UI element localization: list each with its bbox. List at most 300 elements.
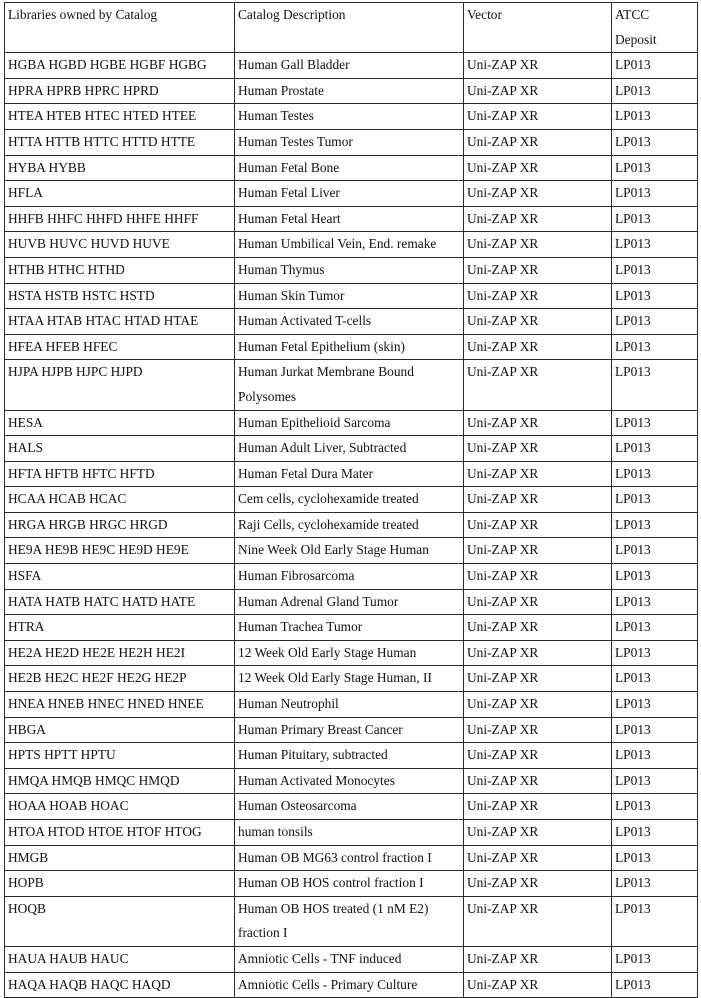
header-vector: Vector <box>464 3 612 53</box>
table-row <box>5 181 698 207</box>
libraries-cell <box>5 820 235 846</box>
libraries-cell <box>5 53 235 79</box>
vector-cell <box>464 181 612 207</box>
deposit-text: LP013 <box>615 364 651 380</box>
table-row <box>5 640 698 666</box>
table-body <box>5 53 698 998</box>
description-text: Human Umbilical Vein, End. remake <box>238 236 437 252</box>
libraries-text: HAUA HAUB HAUC <box>8 950 129 966</box>
table-row <box>5 512 698 538</box>
libraries-cell <box>5 334 235 360</box>
table-row <box>5 820 698 846</box>
deposit-cell <box>612 360 698 410</box>
vector-text: Uni-ZAP XR <box>467 747 539 763</box>
libraries-text: HNEA HNEB HNEC HNED HNEE <box>8 696 204 712</box>
vector-text: Uni-ZAP XR <box>467 798 539 814</box>
deposit-text: LP013 <box>615 976 651 992</box>
libraries-text: HJPA HJPB HJPC HJPD <box>8 364 143 380</box>
deposit-text: LP013 <box>615 313 651 329</box>
vector-cell <box>464 512 612 538</box>
deposit-text: LP013 <box>615 670 651 686</box>
description-text: Human OB HOS treated (1 nM E2) <box>238 900 429 916</box>
libraries-cell <box>5 129 235 155</box>
libraries-cell <box>5 946 235 972</box>
deposit-cell <box>612 104 698 130</box>
vector-cell <box>464 487 612 513</box>
vector-text: Uni-ZAP XR <box>467 772 539 788</box>
table-row <box>5 129 698 155</box>
description-cell <box>235 564 464 590</box>
deposit-cell <box>612 743 698 769</box>
libraries-cell <box>5 640 235 666</box>
libraries-text: HSTA HSTB HSTC HSTD <box>8 287 155 303</box>
table-row <box>5 666 698 692</box>
vector-cell <box>464 283 612 309</box>
description-text: Cem cells, cyclohexamide treated <box>238 491 419 507</box>
table-row <box>5 461 698 487</box>
libraries-cell <box>5 257 235 283</box>
vector-cell <box>464 257 612 283</box>
deposit-cell <box>612 436 698 462</box>
deposit-text: LP013 <box>615 108 651 124</box>
libraries-text: HTOA HTOD HTOE HTOF HTOG <box>8 824 202 839</box>
deposit-cell <box>612 845 698 871</box>
vector-cell <box>464 232 612 258</box>
header-libraries: Libraries owned by Catalog <box>5 3 235 53</box>
description-text: Human Epithelioid Sarcoma <box>238 414 391 430</box>
libraries-text: HFEA HFEB HFEC <box>8 338 118 354</box>
vector-text: Uni-ZAP XR <box>467 976 539 992</box>
deposit-cell <box>612 896 698 946</box>
vector-text: Uni-ZAP XR <box>467 721 539 737</box>
deposit-text: LP013 <box>615 875 651 891</box>
deposit-text: LP013 <box>615 696 651 712</box>
libraries-cell <box>5 692 235 718</box>
libraries-text: HPRA HPRB HPRC HPRD <box>8 82 159 98</box>
description-cell <box>235 972 464 998</box>
description-text-line2: fraction I <box>238 925 288 941</box>
libraries-text: HE9A HE9B HE9C HE9D HE9E <box>8 542 189 558</box>
libraries-cell <box>5 206 235 232</box>
libraries-text: HE2B HE2C HE2F HE2G HE2P <box>8 670 187 686</box>
libraries-cell <box>5 768 235 794</box>
vector-text: Uni-ZAP XR <box>467 950 539 966</box>
vector-cell <box>464 104 612 130</box>
description-text: Human OB MG63 control fraction I <box>238 849 432 865</box>
description-text: Amniotic Cells - Primary Culture <box>238 976 418 992</box>
vector-text: Uni-ZAP XR <box>467 57 539 73</box>
deposit-cell <box>612 538 698 564</box>
deposit-cell <box>612 53 698 79</box>
libraries-text: HTHB HTHC HTHD <box>8 261 125 277</box>
deposit-cell <box>612 972 698 998</box>
description-cell <box>235 871 464 897</box>
table-row <box>5 155 698 181</box>
deposit-cell <box>612 129 698 155</box>
deposit-cell <box>612 717 698 743</box>
libraries-cell <box>5 871 235 897</box>
libraries-text: HOQB <box>8 900 46 916</box>
libraries-cell <box>5 743 235 769</box>
header-atcc-line2: Deposit <box>615 31 657 47</box>
table-row <box>5 104 698 130</box>
description-text: Human Prostate <box>238 82 324 98</box>
libraries-text: HE2A HE2D HE2E HE2H HE2I <box>8 644 186 660</box>
description-cell <box>235 717 464 743</box>
libraries-cell <box>5 538 235 564</box>
description-cell <box>235 181 464 207</box>
table-row <box>5 53 698 79</box>
libraries-cell <box>5 972 235 998</box>
table-row <box>5 564 698 590</box>
deposit-text: LP013 <box>615 159 651 175</box>
table-row <box>5 309 698 335</box>
vector-text: Uni-ZAP XR <box>467 619 539 635</box>
table-row <box>5 410 698 436</box>
description-text: Human OB HOS control fraction I <box>238 875 424 891</box>
description-text: Human Neutrophil <box>238 696 339 712</box>
table-row <box>5 257 698 283</box>
libraries-cell <box>5 78 235 104</box>
vector-text: Uni-ZAP XR <box>467 696 539 712</box>
libraries-text: HCAA HCAB HCAC <box>8 491 127 507</box>
catalog-table <box>4 2 698 998</box>
description-cell <box>235 309 464 335</box>
description-cell <box>235 155 464 181</box>
deposit-text: LP013 <box>615 185 651 201</box>
description-text: Human Osteosarcoma <box>238 798 357 814</box>
table-row <box>5 845 698 871</box>
vector-text: Uni-ZAP XR <box>467 414 539 430</box>
deposit-text: LP013 <box>615 465 651 481</box>
deposit-text: LP013 <box>615 440 651 456</box>
libraries-text: HRGA HRGB HRGC HRGD <box>8 516 168 532</box>
deposit-cell <box>612 487 698 513</box>
description-cell <box>235 232 464 258</box>
description-cell <box>235 334 464 360</box>
libraries-text: HPTS HPTT HPTU <box>8 747 116 763</box>
vector-cell <box>464 589 612 615</box>
deposit-text: LP013 <box>615 849 651 865</box>
libraries-text: HFTA HFTB HFTC HFTD <box>8 465 155 481</box>
libraries-text: HUVB HUVC HUVD HUVE <box>8 236 170 252</box>
vector-cell <box>464 309 612 335</box>
deposit-cell <box>612 181 698 207</box>
description-cell <box>235 129 464 155</box>
description-cell <box>235 615 464 641</box>
libraries-cell <box>5 845 235 871</box>
deposit-text: LP013 <box>615 414 651 430</box>
deposit-text: LP013 <box>615 950 651 966</box>
libraries-cell <box>5 461 235 487</box>
description-text: Raji Cells, cyclohexamide treated <box>238 516 419 532</box>
deposit-text: LP013 <box>615 287 651 303</box>
vector-cell <box>464 640 612 666</box>
table-row <box>5 360 698 410</box>
description-text: Human Activated T-cells <box>238 313 372 329</box>
description-text: Human Testes <box>238 108 314 124</box>
deposit-cell <box>612 871 698 897</box>
description-text: Human Jurkat Membrane Bound <box>238 364 414 380</box>
header-row <box>5 3 698 53</box>
deposit-text: LP013 <box>615 491 651 507</box>
deposit-cell <box>612 461 698 487</box>
deposit-text: LP013 <box>615 82 651 98</box>
libraries-cell <box>5 896 235 946</box>
vector-cell <box>464 206 612 232</box>
deposit-text: LP013 <box>615 619 651 635</box>
deposit-text: LP013 <box>615 772 651 788</box>
description-text: Human Fibrosarcoma <box>238 568 355 584</box>
vector-cell <box>464 334 612 360</box>
description-cell <box>235 512 464 538</box>
vector-text: Uni-ZAP XR <box>467 875 539 891</box>
vector-text: Uni-ZAP XR <box>467 491 539 507</box>
deposit-cell <box>612 410 698 436</box>
table-row <box>5 768 698 794</box>
libraries-cell <box>5 283 235 309</box>
table-row <box>5 538 698 564</box>
description-cell <box>235 538 464 564</box>
description-text: Human Fetal Liver <box>238 185 340 201</box>
libraries-cell <box>5 155 235 181</box>
vector-cell <box>464 845 612 871</box>
libraries-text: HOPB <box>8 875 44 891</box>
vector-text: Uni-ZAP XR <box>467 185 539 201</box>
vector-text: Uni-ZAP XR <box>467 236 539 252</box>
deposit-text: LP013 <box>615 261 651 277</box>
description-text: Human Testes Tumor <box>238 133 353 149</box>
libraries-cell <box>5 104 235 130</box>
description-text: Human Adult Liver, Subtracted <box>238 440 407 456</box>
vector-text: Uni-ZAP XR <box>467 542 539 558</box>
vector-cell <box>464 564 612 590</box>
libraries-text: HTTA HTTB HTTC HTTD HTTE <box>8 133 196 149</box>
deposit-text: LP013 <box>615 516 651 532</box>
libraries-cell <box>5 410 235 436</box>
description-cell <box>235 257 464 283</box>
vector-text: Uni-ZAP XR <box>467 900 539 916</box>
deposit-text: LP013 <box>615 593 651 609</box>
vector-text: Uni-ZAP XR <box>467 108 539 124</box>
deposit-text: LP013 <box>615 338 651 354</box>
table-row <box>5 692 698 718</box>
deposit-cell <box>612 640 698 666</box>
libraries-text: HSFA <box>8 568 42 584</box>
vector-cell <box>464 155 612 181</box>
deposit-cell <box>612 309 698 335</box>
libraries-cell <box>5 564 235 590</box>
deposit-cell <box>612 589 698 615</box>
description-cell <box>235 666 464 692</box>
description-cell <box>235 794 464 820</box>
vector-text: Uni-ZAP XR <box>467 364 539 380</box>
vector-cell <box>464 615 612 641</box>
deposit-text: LP013 <box>615 568 651 584</box>
description-text: 12 Week Old Early Stage Human, II <box>238 670 432 686</box>
vector-cell <box>464 410 612 436</box>
deposit-cell <box>612 946 698 972</box>
libraries-text: HOAA HOAB HOAC <box>8 798 129 814</box>
table-header <box>5 3 698 53</box>
libraries-cell <box>5 487 235 513</box>
table-row <box>5 946 698 972</box>
vector-cell <box>464 53 612 79</box>
description-text: Amniotic Cells - TNF induced <box>238 950 402 966</box>
libraries-cell <box>5 232 235 258</box>
vector-text: Uni-ZAP XR <box>467 644 539 660</box>
table-row <box>5 896 698 946</box>
vector-cell <box>464 717 612 743</box>
libraries-cell <box>5 615 235 641</box>
libraries-cell <box>5 436 235 462</box>
description-cell <box>235 487 464 513</box>
description-cell <box>235 896 464 946</box>
deposit-text: LP013 <box>615 542 651 558</box>
vector-cell <box>464 129 612 155</box>
description-cell <box>235 53 464 79</box>
vector-cell <box>464 820 612 846</box>
description-text: Human Thymus <box>238 261 325 277</box>
description-text: Human Fetal Heart <box>238 210 341 226</box>
vector-text: Uni-ZAP XR <box>467 670 539 686</box>
table-row <box>5 589 698 615</box>
deposit-text: LP013 <box>615 900 651 916</box>
table-row <box>5 972 698 998</box>
deposit-cell <box>612 155 698 181</box>
vector-text: Uni-ZAP XR <box>467 287 539 303</box>
libraries-cell <box>5 794 235 820</box>
vector-cell <box>464 436 612 462</box>
table-row <box>5 717 698 743</box>
deposit-cell <box>612 820 698 846</box>
deposit-cell <box>612 232 698 258</box>
deposit-text: LP013 <box>615 747 651 763</box>
vector-cell <box>464 794 612 820</box>
description-text: Nine Week Old Early Stage Human <box>238 542 429 558</box>
libraries-cell <box>5 666 235 692</box>
libraries-text: HBGA <box>8 721 46 737</box>
vector-text: Uni-ZAP XR <box>467 465 539 481</box>
libraries-cell <box>5 589 235 615</box>
deposit-text: LP013 <box>615 798 651 814</box>
description-text: human tonsils <box>238 824 313 839</box>
libraries-text: HALS <box>8 440 43 456</box>
description-cell <box>235 640 464 666</box>
description-cell <box>235 768 464 794</box>
description-cell <box>235 78 464 104</box>
description-cell <box>235 946 464 972</box>
libraries-cell <box>5 181 235 207</box>
table-row <box>5 743 698 769</box>
description-text: Human Fetal Dura Mater <box>238 465 373 481</box>
description-cell <box>235 360 464 410</box>
deposit-cell <box>612 206 698 232</box>
vector-text: Uni-ZAP XR <box>467 313 539 329</box>
deposit-cell <box>612 283 698 309</box>
deposit-cell <box>612 692 698 718</box>
libraries-text: HYBA HYBB <box>8 159 86 175</box>
vector-cell <box>464 360 612 410</box>
vector-text: Uni-ZAP XR <box>467 82 539 98</box>
deposit-cell <box>612 564 698 590</box>
description-text: Human Gall Bladder <box>238 57 350 73</box>
description-text: Human Trachea Tumor <box>238 619 363 635</box>
table-row <box>5 232 698 258</box>
description-cell <box>235 743 464 769</box>
libraries-text: HMQA HMQB HMQC HMQD <box>8 772 180 788</box>
vector-text: Uni-ZAP XR <box>467 159 539 175</box>
description-cell <box>235 820 464 846</box>
table-row <box>5 487 698 513</box>
vector-text: Uni-ZAP XR <box>467 338 539 354</box>
libraries-text: HHFB HHFC HHFD HHFE HHFF <box>8 210 199 226</box>
deposit-cell <box>612 768 698 794</box>
libraries-text: HESA <box>8 414 43 430</box>
description-cell <box>235 461 464 487</box>
table-row <box>5 615 698 641</box>
deposit-cell <box>612 512 698 538</box>
vector-cell <box>464 461 612 487</box>
vector-text: Uni-ZAP XR <box>467 593 539 609</box>
header-atcc-deposit <box>612 3 698 53</box>
deposit-cell <box>612 615 698 641</box>
vector-cell <box>464 946 612 972</box>
deposit-cell <box>612 334 698 360</box>
deposit-cell <box>612 666 698 692</box>
deposit-text: LP013 <box>615 236 651 252</box>
vector-text: Uni-ZAP XR <box>467 824 539 839</box>
libraries-cell <box>5 512 235 538</box>
vector-cell <box>464 743 612 769</box>
deposit-text: LP013 <box>615 644 651 660</box>
vector-cell <box>464 78 612 104</box>
vector-text: Uni-ZAP XR <box>467 849 539 865</box>
deposit-text: LP013 <box>615 133 651 149</box>
vector-cell <box>464 972 612 998</box>
table-row <box>5 871 698 897</box>
libraries-text: HGBA HGBD HGBE HGBF HGBG <box>8 57 207 73</box>
description-text: Human Adrenal Gland Tumor <box>238 593 399 609</box>
description-cell <box>235 845 464 871</box>
libraries-text: HTAA HTAB HTAC HTAD HTAE <box>8 313 199 329</box>
vector-text: Uni-ZAP XR <box>467 261 539 277</box>
description-cell <box>235 206 464 232</box>
description-cell <box>235 436 464 462</box>
vector-text: Uni-ZAP XR <box>467 568 539 584</box>
table-row <box>5 206 698 232</box>
libraries-text: HAQA HAQB HAQC HAQD <box>8 976 171 992</box>
libraries-cell <box>5 360 235 410</box>
description-text: Human Primary Breast Cancer <box>238 721 403 737</box>
libraries-cell <box>5 717 235 743</box>
deposit-text: LP013 <box>615 824 651 839</box>
deposit-cell <box>612 794 698 820</box>
description-cell <box>235 692 464 718</box>
header-description: Catalog Description <box>235 3 464 53</box>
libraries-cell <box>5 309 235 335</box>
deposit-cell <box>612 78 698 104</box>
table-row <box>5 283 698 309</box>
description-cell <box>235 410 464 436</box>
table-row <box>5 436 698 462</box>
description-cell <box>235 104 464 130</box>
vector-cell <box>464 768 612 794</box>
description-text: Human Pituitary, subtracted <box>238 747 388 763</box>
vector-text: Uni-ZAP XR <box>467 133 539 149</box>
vector-text: Uni-ZAP XR <box>467 440 539 456</box>
table-row <box>5 334 698 360</box>
